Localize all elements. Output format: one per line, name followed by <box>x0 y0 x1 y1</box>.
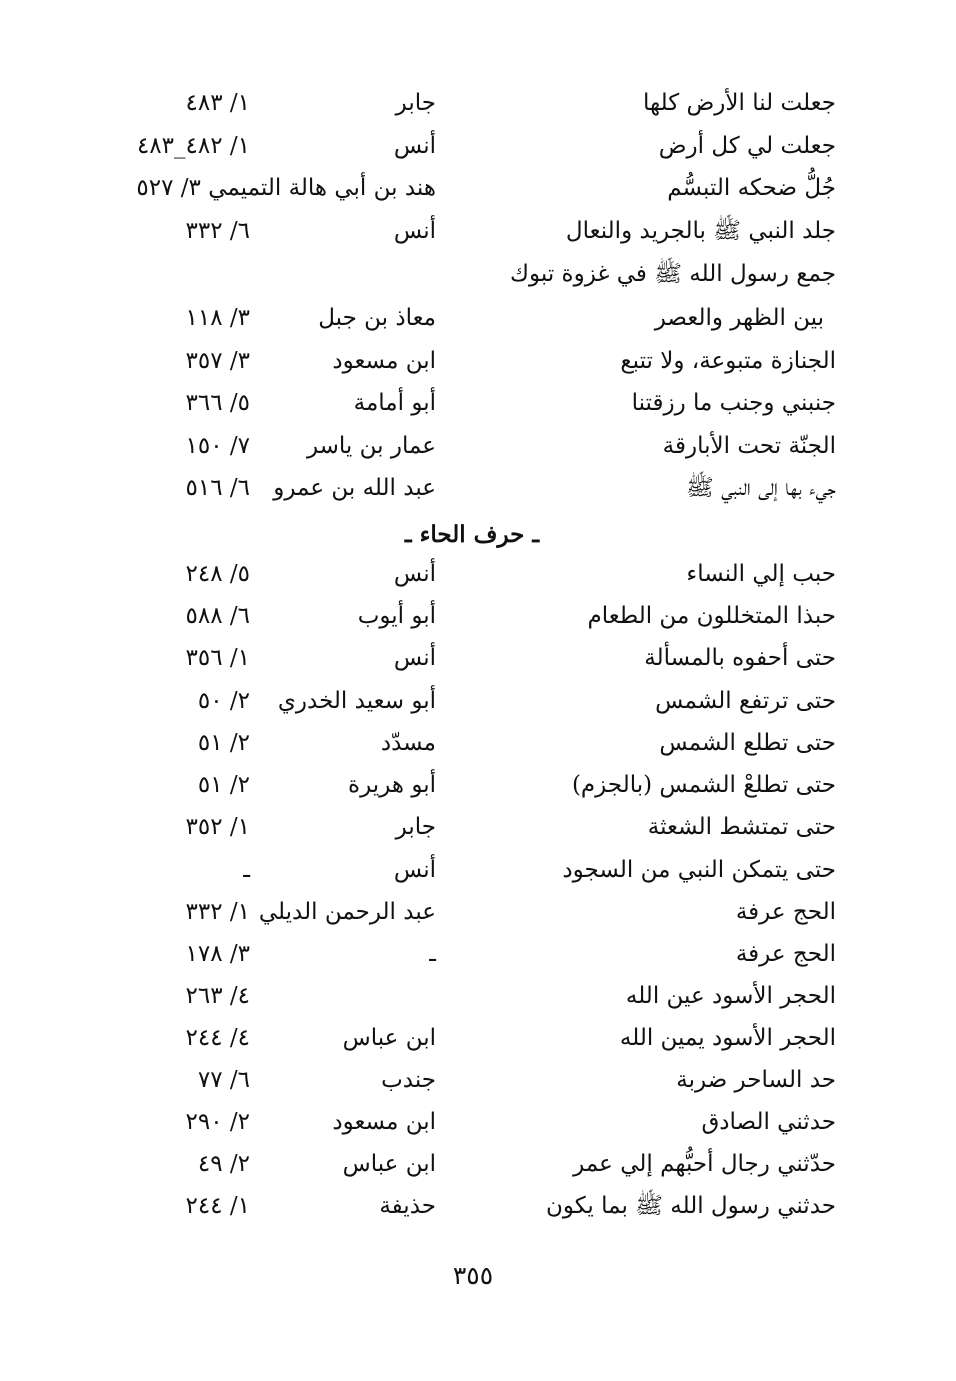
volume-page-ref: ٣/ ١١٨ <box>185 305 250 331</box>
narrator-name: أبو سعيد الخدري <box>277 688 436 714</box>
hadith-text: حبب إلي النساء <box>686 561 836 587</box>
narrator-name: ابن مسعود <box>332 348 436 374</box>
volume-page-ref: ٢/ ٥٠ <box>197 688 250 714</box>
hadith-text: حتى تطلع الشمس <box>659 730 836 756</box>
index-entry <box>0 849 956 891</box>
narrator-name: جابر <box>395 814 436 840</box>
index-entry <box>0 764 956 806</box>
hadith-text: جلد النبي ﷺ بالجريد والنعال <box>565 218 836 244</box>
hadith-text: بين الظهر والعصر <box>654 305 824 331</box>
volume-page-ref: ٦/ ٧٧ <box>197 1067 250 1093</box>
volume-page-ref: ٢/ ٥١ <box>197 772 250 798</box>
narrator-name: أنس <box>393 133 436 159</box>
narrator-name: ابن مسعود <box>332 1109 436 1135</box>
index-entry <box>0 210 956 252</box>
narrator-name: عمار بن ياسر <box>306 433 436 459</box>
volume-page-ref: ٢/ ٥١ <box>197 730 250 756</box>
hadith-text: جيء بها إلى النبي ﷺ <box>686 475 836 501</box>
hadith-text: حتى يتمكن النبي من السجود <box>562 857 836 883</box>
narrator-name: جابر <box>395 90 436 116</box>
volume-page-ref: ٦/ ٥١٦ <box>185 475 250 501</box>
narrator-name: عبد الرحمن الديلي <box>258 899 436 925</box>
index-entry <box>0 82 956 124</box>
index-entry <box>0 297 956 339</box>
hadith-text: حتى تطلعْ الشمس (بالجزم) <box>571 772 836 798</box>
narrator-name: مسدّد <box>380 730 436 756</box>
hadith-text: الحجر الأسود يمين الله <box>619 1025 836 1051</box>
narrator-name: ابن عباس <box>342 1025 436 1051</box>
index-entry <box>0 1059 956 1101</box>
volume-page-ref: ٧/ ١٥٠ <box>185 433 250 459</box>
index-entry <box>0 933 956 975</box>
index-entry <box>0 891 956 933</box>
hadith-text: حتى تمتشط الشعثة <box>647 814 836 840</box>
index-entry <box>0 1143 956 1185</box>
volume-page-ref: ٥/ ٢٤٨ <box>185 561 250 587</box>
volume-page-ref: ـ <box>243 857 250 883</box>
volume-page-ref: ٤/ ٢٦٣ <box>185 983 250 1009</box>
hadith-text: حتى ترتفع الشمس <box>655 688 836 714</box>
index-entry <box>0 722 956 764</box>
volume-page-ref: ٦/ ٣٣٢ <box>185 218 250 244</box>
index-entry <box>0 680 956 722</box>
hadith-text: حدثني الصادق <box>701 1109 836 1135</box>
narrator-name: أنس <box>393 857 436 883</box>
narrator-name: هند بن أبي هالة التميمي ٣/ ٥٢٧ <box>136 175 436 201</box>
page-number-text: ٣٥٥ <box>452 1261 494 1290</box>
index-entry <box>0 806 956 848</box>
index-entry <box>0 167 956 209</box>
volume-page-ref: ٣/ ٣٥٧ <box>185 348 250 374</box>
hadith-text: حدثني رسول الله ﷺ بما يكون <box>545 1193 836 1219</box>
index-entry <box>0 553 956 595</box>
section-heading-text: ـ حرف الحاء ـ <box>404 521 540 548</box>
section-heading <box>0 515 956 555</box>
hadith-text: حتى أحفوه بالمسألة <box>644 645 836 671</box>
volume-page-ref: ٣/ ١٧٨ <box>185 941 250 967</box>
volume-page-ref: ١/ ٣٣٢ <box>185 899 250 925</box>
hadith-text: جعلت لنا الأرض كلها <box>643 90 836 116</box>
volume-page-ref: ٥/ ٣٦٦ <box>185 390 250 416</box>
index-entry <box>0 467 956 509</box>
page-number <box>0 1256 956 1296</box>
hadith-text: حد الساحر ضربة <box>676 1067 836 1093</box>
hadith-text: الحج عرفة <box>735 899 836 925</box>
index-entry <box>0 382 956 424</box>
hadith-text: حبذا المتخللون من الطعام <box>587 603 836 629</box>
hadith-text: الجنّة تحت الأبارقة <box>662 433 836 459</box>
narrator-name: أبو هريرة <box>348 772 436 798</box>
narrator-name: جندب <box>381 1067 436 1093</box>
volume-page-ref: ٤/ ٢٤٤ <box>185 1025 250 1051</box>
narrator-name: ـ <box>429 941 436 967</box>
hadith-text: جُلُّ ضحكه التبسُّم <box>667 175 836 201</box>
volume-page-ref: ١/ ٣٥٦ <box>185 645 250 671</box>
volume-page-ref: ١/ ٣٥٢ <box>185 814 250 840</box>
index-entry <box>0 425 956 467</box>
index-entry <box>0 975 956 1017</box>
index-entry <box>0 253 956 295</box>
hadith-text: حدّثني رجال أحبُّهم إلي عمر <box>573 1151 836 1177</box>
narrator-name: أبو أيوب <box>357 603 436 629</box>
volume-page-ref: ٦/ ٥٨٨ <box>185 603 250 629</box>
narrator-name: أنس <box>393 645 436 671</box>
index-entry <box>0 1185 956 1227</box>
volume-page-ref: ١/ ٤٨٢_٤٨٣ <box>136 133 250 159</box>
index-entry <box>0 340 956 382</box>
narrator-name: ابن عباس <box>342 1151 436 1177</box>
volume-page-ref: ٢/ ٢٩٠ <box>185 1109 250 1135</box>
index-entry <box>0 637 956 679</box>
narrator-name: معاذ بن جبل <box>318 305 436 331</box>
volume-page-ref: ٢/ ٤٩ <box>197 1151 250 1177</box>
narrator-name: أنس <box>393 218 436 244</box>
hadith-text: جمع رسول الله ﷺ في غزوة تبوك <box>510 261 836 287</box>
hadith-text: الحجر الأسود عين الله <box>625 983 836 1009</box>
hadith-text: الحج عرفة <box>735 941 836 967</box>
narrator-name: أبو أمامة <box>353 390 436 416</box>
narrator-name: عبد الله بن عمرو <box>273 475 436 501</box>
hadith-text: جعلت لي كل أرض <box>658 133 836 159</box>
narrator-name: حذيفة <box>379 1193 436 1219</box>
index-entry <box>0 1017 956 1059</box>
hadith-text: الجنازة متبوعة، ولا تتبع <box>620 348 836 374</box>
index-entry <box>0 595 956 637</box>
narrator-name: أنس <box>393 561 436 587</box>
volume-page-ref: ١/ ٤٨٣ <box>185 90 250 116</box>
index-entry <box>0 1101 956 1143</box>
volume-page-ref: ١/ ٢٤٤ <box>185 1193 250 1219</box>
hadith-text: جنبني وجنب ما رزقتنا <box>631 390 836 416</box>
index-entry <box>0 125 956 167</box>
